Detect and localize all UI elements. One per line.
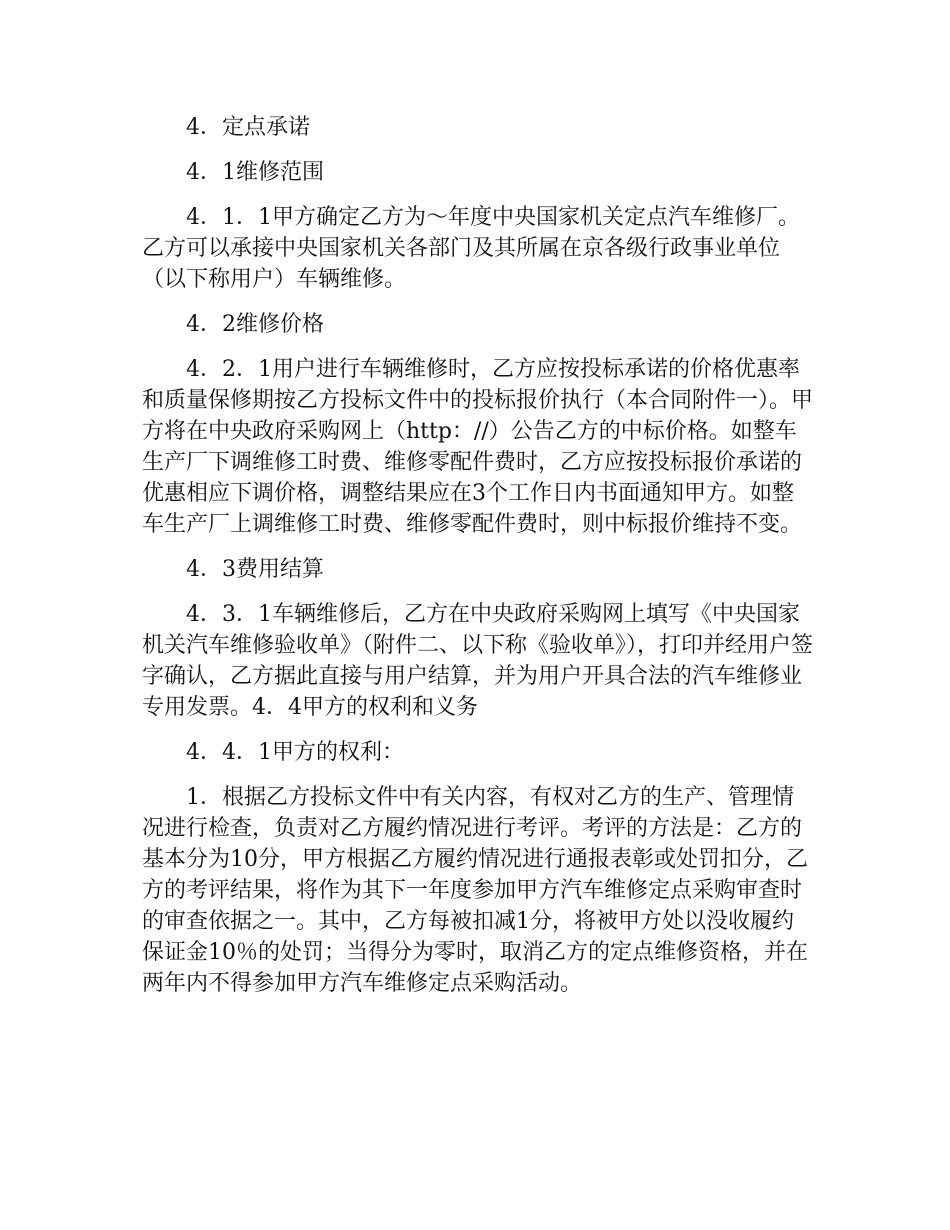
clause-rights-item-1: 1．根据乙方投标文件中有关内容，有权对乙方的生产、管理情况进行检查，负责对乙方履约情况进行考评。考评的方法是：乙方的基本分为10分，甲方根据乙方履约情况进行通报表彰或处罚扣分，乙方的考评结果，将作为其下一年度参加甲方汽车维修定点采购审查时的审查依据之一。其中，乙方每被扣减1分，将被甲方处以没收履约保证金10％的处罚；当得分为零时，取消乙方的定点维修资格，并在两年内不得参加甲方汽车维修定点采购活动。 — [142, 785, 808, 996]
heading-4-2-repair-price: 4．2维修价格 — [186, 312, 324, 337]
document-page — [142, 112, 814, 1013]
clause-4-1-1: 4．1．1甲方确定乙方为～年度中央国家机关定点汽车维修厂。乙方可以承接中央国家机关各部门及其所属在京各级行政事业单位（以下称用户）车辆维修。 — [142, 205, 800, 292]
clause-4-2-1: 4．2．1用户进行车辆维修时，乙方应按投标承诺的价格优惠率和质量保修期按乙方投标文件中的投标报价执行（本合同附件一）。甲方将在中央政府采购网上（http：//）公告乙方的中标价格。如整车生产厂下调维修工时费、维修零配件费时，乙方应按投标报价承诺的优惠相应下调价格，调整结果应在3个工作日内书面通知甲方。如整车生产厂上调维修工时费、维修零配件费时，则中标报价维持不变。 — [142, 357, 814, 537]
heading-4-1-repair-scope: 4．1维修范围 — [186, 160, 324, 185]
heading-section-4: 4．定点承诺 — [186, 115, 310, 140]
clause-4-4-1: 4．4．1甲方的权利： — [186, 740, 404, 765]
clause-4-3-1: 4．3．1车辆维修后，乙方在中央政府采购网上填写《中央国家机关汽车维修验收单》（附件二、以下称《验收单》），打印并经用户签字确认，乙方据此直接与用户结算，并为用户开具合法的汽车维修业专用发票。4．4甲方的权利和义务 — [142, 602, 814, 720]
heading-4-3-settlement: 4．3费用结算 — [186, 557, 324, 582]
